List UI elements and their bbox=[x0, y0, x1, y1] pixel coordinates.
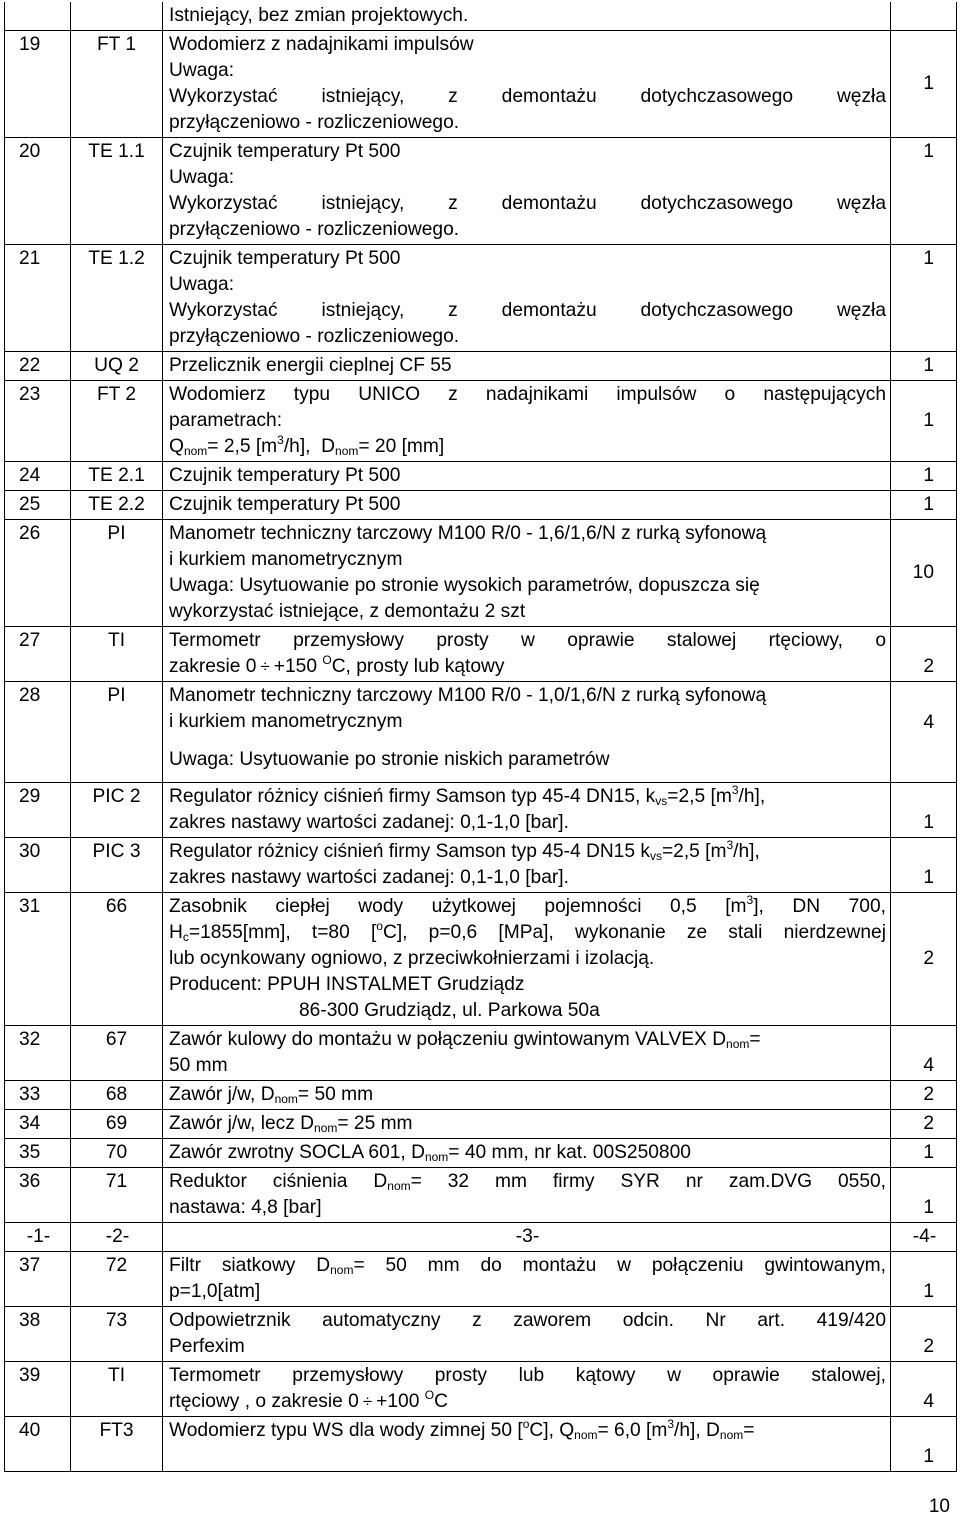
row-symbol: FT 1 bbox=[71, 31, 163, 138]
row-description bbox=[163, 2, 891, 31]
row-description bbox=[163, 1252, 891, 1307]
row-description bbox=[163, 1139, 891, 1168]
description-line: Manometr techniczny tarczowy M100 R/0 - 1,0/1,6/N z rurką syfonową bbox=[169, 685, 767, 706]
row-symbol: 70 bbox=[71, 1139, 163, 1168]
row-description bbox=[163, 520, 891, 627]
row-description bbox=[163, 1307, 891, 1362]
table-row bbox=[5, 1307, 957, 1362]
column-number-2: -2- bbox=[71, 1223, 163, 1252]
row-symbol: PIC 2 bbox=[71, 783, 163, 838]
table-row bbox=[5, 1417, 957, 1472]
row-symbol: TI bbox=[71, 1362, 163, 1417]
row-description bbox=[163, 138, 891, 245]
row-number: 23 bbox=[5, 381, 71, 462]
flow-formula: $Q_{nom}= 2,5$ $[m^3/h]$, $D_{nom}= 20$ [mm] bbox=[169, 433, 445, 458]
row-quantity: 1 bbox=[891, 1168, 957, 1223]
row-number: 38 bbox=[5, 1307, 71, 1362]
row-quantity: 1 bbox=[891, 491, 957, 520]
description-line: Reduktor ciśnienia $D_{nom}= 32$ mm firmy SYR nr zam.DVG 0550, bbox=[169, 1171, 886, 1193]
table-row bbox=[5, 1110, 957, 1139]
description-line: parametrach: bbox=[169, 410, 283, 431]
description-line: i kurkiem manometrycznym bbox=[169, 549, 403, 570]
table-row bbox=[5, 520, 957, 627]
row-symbol: TE 2.1 bbox=[71, 462, 163, 491]
description-line: Uwaga: Usytuowanie po stronie niskich parametrów bbox=[169, 749, 610, 770]
table-row bbox=[5, 462, 957, 491]
row-number: 40 bbox=[5, 1417, 71, 1472]
row-number: 32 bbox=[5, 1026, 71, 1081]
row-number: 31 bbox=[5, 893, 71, 1026]
description-line: zakres nastawy wartości zadanej: 0,1-1,0 [bar]. bbox=[169, 867, 569, 888]
table-row bbox=[5, 893, 957, 1026]
table-row bbox=[5, 1139, 957, 1168]
table-row bbox=[5, 381, 957, 462]
description-line: Filtr siatkowy $D_{nom}= 50$ mm do montażu w połączeniu gwintowanym, bbox=[169, 1255, 886, 1277]
description-line: Zawór j/w, lecz $D_{nom}= 25$ mm bbox=[169, 1113, 413, 1135]
row-number: 33 bbox=[5, 1081, 71, 1110]
description-line: Wykorzystać istniejący, z demontażu dotychczasowego węzła bbox=[169, 86, 886, 107]
description-line: przyłączeniowo - rozliczeniowego. bbox=[169, 112, 460, 133]
description-line: Wykorzystać istniejący, z demontażu dotychczasowego węzła bbox=[169, 300, 886, 321]
row-quantity: 10 bbox=[891, 520, 957, 627]
description-line: Wodomierz typu WS dla wody zimnej 50 [$^o$C], $Q_{nom}= 6,0$ $[m^3/h]$, $D_{nom}=$ bbox=[169, 1417, 755, 1442]
column-number-1: -1- bbox=[5, 1223, 71, 1252]
table-row bbox=[5, 352, 957, 381]
row-symbol: 68 bbox=[71, 1081, 163, 1110]
row-description bbox=[163, 1417, 891, 1472]
description-line: Wodomierz typu UNICO z nadajnikami impulsów o następujących bbox=[169, 384, 886, 405]
row-number: 22 bbox=[5, 352, 71, 381]
row-symbol: FT3 bbox=[71, 1417, 163, 1472]
row-quantity: 1 bbox=[891, 838, 957, 893]
row-quantity: 2 bbox=[891, 1110, 957, 1139]
table-row bbox=[5, 491, 957, 520]
table-row bbox=[5, 245, 957, 352]
row-number: 30 bbox=[5, 838, 71, 893]
row-quantity bbox=[891, 2, 957, 31]
description-line: zakres nastawy wartości zadanej: 0,1-1,0 [bar]. bbox=[169, 812, 569, 833]
row-number: 19 bbox=[5, 31, 71, 138]
row-number bbox=[5, 2, 71, 31]
row-description bbox=[163, 491, 891, 520]
table-row bbox=[5, 627, 957, 682]
description-line: przyłączeniowo - rozliczeniowego. bbox=[169, 219, 460, 240]
row-symbol: PIC 3 bbox=[71, 838, 163, 893]
row-number: 34 bbox=[5, 1110, 71, 1139]
table-row bbox=[5, 31, 957, 138]
table-row bbox=[5, 838, 957, 893]
table-row bbox=[5, 783, 957, 838]
row-quantity: 4 bbox=[891, 682, 957, 783]
row-quantity: 1 bbox=[891, 381, 957, 462]
row-quantity: 2 bbox=[891, 1307, 957, 1362]
row-number: 39 bbox=[5, 1362, 71, 1417]
description-line: Czujnik temperatury Pt 500 bbox=[169, 248, 401, 269]
row-quantity: 1 bbox=[891, 1252, 957, 1307]
row-quantity: 1 bbox=[891, 462, 957, 491]
column-numbering-row bbox=[5, 1223, 957, 1252]
row-description bbox=[163, 682, 891, 783]
description-line: Wykorzystać istniejący, z demontażu dotychczasowego węzła bbox=[169, 193, 886, 214]
row-description bbox=[163, 31, 891, 138]
row-description bbox=[163, 1362, 891, 1417]
equipment-specification-table bbox=[4, 2, 957, 1472]
description-line: Czujnik temperatury Pt 500 bbox=[169, 494, 401, 515]
row-quantity: 1 bbox=[891, 352, 957, 381]
row-symbol bbox=[71, 2, 163, 31]
row-quantity: 1 bbox=[891, 1417, 957, 1472]
description-line: Czujnik temperatury Pt 500 bbox=[169, 141, 401, 162]
row-description bbox=[163, 838, 891, 893]
table-row bbox=[5, 682, 957, 783]
table-row bbox=[5, 1252, 957, 1307]
description-line: Przelicznik energii cieplnej CF 55 bbox=[169, 355, 452, 376]
table-row bbox=[5, 1081, 957, 1110]
table-row bbox=[5, 138, 957, 245]
row-description bbox=[163, 1168, 891, 1223]
row-number: 35 bbox=[5, 1139, 71, 1168]
row-quantity: 2 bbox=[891, 627, 957, 682]
column-number-4: -4- bbox=[891, 1223, 957, 1252]
row-symbol: UQ 2 bbox=[71, 352, 163, 381]
description-line: p=1,0[atm] bbox=[169, 1281, 261, 1302]
row-quantity: 1 bbox=[891, 783, 957, 838]
description-line: Manometr techniczny tarczowy M100 R/0 - 1,6/1,6/N z rurką syfonową bbox=[169, 523, 767, 544]
description-line: Uwaga: bbox=[169, 60, 235, 81]
row-quantity: 1 bbox=[891, 138, 957, 245]
description-line: Istniejący, bez zmian projektowych. bbox=[169, 5, 469, 26]
description-line: Perfexim bbox=[169, 1336, 245, 1357]
row-quantity: 2 bbox=[891, 1081, 957, 1110]
table-row bbox=[5, 1168, 957, 1223]
description-line: Uwaga: Usytuowanie po stronie wysokich parametrów, dopuszcza się bbox=[169, 575, 760, 596]
description-line: Termometr przemysłowy prosty lub kątowy w oprawie stalowej, bbox=[169, 1365, 886, 1386]
row-number: 25 bbox=[5, 491, 71, 520]
description-line: Zawór j/w, $D_{nom}= 50$ mm bbox=[169, 1084, 374, 1106]
row-symbol: TE 1.1 bbox=[71, 138, 163, 245]
divide-icon: ÷ bbox=[362, 1392, 373, 1411]
table-row bbox=[5, 1026, 957, 1081]
row-symbol: 72 bbox=[71, 1252, 163, 1307]
row-number: 20 bbox=[5, 138, 71, 245]
row-symbol: PI bbox=[71, 520, 163, 627]
row-symbol: 69 bbox=[71, 1110, 163, 1139]
temperature-range: rtęciowy , o zakresie 0 ÷ +100 $^O$C bbox=[169, 1389, 886, 1415]
row-symbol: PI bbox=[71, 682, 163, 783]
description-line: Zawór kulowy do montażu w połączeniu gwintowanym VALVEX $D_{nom}=$ bbox=[169, 1029, 761, 1051]
row-description bbox=[163, 245, 891, 352]
row-symbol: FT 2 bbox=[71, 381, 163, 462]
description-line: wykorzystać istniejące, z demontażu 2 szt bbox=[169, 601, 526, 622]
table-row bbox=[5, 1362, 957, 1417]
page-number: 10 bbox=[928, 1496, 950, 1517]
row-description bbox=[163, 893, 891, 1026]
row-description bbox=[163, 1026, 891, 1081]
row-symbol: TE 2.2 bbox=[71, 491, 163, 520]
column-number-3: -3- bbox=[163, 1223, 891, 1252]
row-symbol: 67 bbox=[71, 1026, 163, 1081]
row-quantity: 1 bbox=[891, 245, 957, 352]
row-number: 28 bbox=[5, 682, 71, 783]
row-number: 24 bbox=[5, 462, 71, 491]
description-line: Wodomierz z nadajnikami impulsów bbox=[169, 34, 474, 55]
row-number: 37 bbox=[5, 1252, 71, 1307]
description-line: przyłączeniowo - rozliczeniowego. bbox=[169, 326, 460, 347]
row-number: 21 bbox=[5, 245, 71, 352]
description-line: lub ocynkowany ogniowo, z przeciwkołnierzami i izolacją. bbox=[169, 948, 655, 969]
description-line: Zawór zwrotny SOCLA 601, $D_{nom}= 40$ mm, nr kat. 00S250800 bbox=[169, 1142, 691, 1164]
row-description bbox=[163, 352, 891, 381]
row-description bbox=[163, 1081, 891, 1110]
row-quantity: 1 bbox=[891, 1139, 957, 1168]
row-number: 27 bbox=[5, 627, 71, 682]
description-line: Regulator różnicy ciśnień firmy Samson typ 45-4 DN15 $k_{vs}=2,5$ $[m^3/h]$, bbox=[169, 838, 760, 863]
row-description bbox=[163, 627, 891, 682]
row-symbol: TE 1.2 bbox=[71, 245, 163, 352]
table-row bbox=[5, 2, 957, 31]
row-quantity: 1 bbox=[891, 31, 957, 138]
divide-icon: ÷ bbox=[260, 657, 270, 676]
description-spacer bbox=[169, 1444, 886, 1470]
description-line: Regulator różnicy ciśnień firmy Samson typ 45-4 DN15, $k_{vs}=2,5$ $[m^3/h]$, bbox=[169, 783, 766, 808]
row-quantity: 2 bbox=[891, 893, 957, 1026]
manufacturer-line: Producent: PPUH INSTALMET Grudziądz bbox=[169, 974, 525, 995]
row-number: 26 bbox=[5, 520, 71, 627]
description-line: Zasobnik ciepłej wody użytkowej pojemności 0,5 $[m^3]$, DN 700, bbox=[169, 893, 886, 917]
row-quantity: 4 bbox=[891, 1362, 957, 1417]
description-line: 50 mm bbox=[169, 1055, 228, 1076]
row-symbol: 71 bbox=[71, 1168, 163, 1223]
description-line: i kurkiem manometrycznym bbox=[169, 711, 403, 732]
description-line: Uwaga: bbox=[169, 167, 235, 188]
row-symbol: 73 bbox=[71, 1307, 163, 1362]
description-line: nastawa: 4,8 [bar] bbox=[169, 1197, 322, 1218]
row-number: 36 bbox=[5, 1168, 71, 1223]
description-line: Odpowietrznik automatyczny z zaworem odcin. Nr art. 419/420 bbox=[169, 1310, 886, 1331]
row-description bbox=[163, 381, 891, 462]
row-description bbox=[163, 1110, 891, 1139]
row-description bbox=[163, 783, 891, 838]
temperature-range: zakresie 0 ÷ +150 $^O$C, prosty lub kątowy bbox=[169, 654, 886, 680]
manufacturer-address: 86-300 Grudziądz, ul. Parkowa 50a bbox=[299, 1000, 600, 1021]
row-description bbox=[163, 462, 891, 491]
description-line: $H_c=1855[mm]$, t=80 [$^o$C], p=0,6 [MPa], wykonanie ze stali nierdzewnej bbox=[169, 919, 886, 944]
row-quantity: 4 bbox=[891, 1026, 957, 1081]
description-line: Termometr przemysłowy prosty w oprawie stalowej rtęciowy, o bbox=[169, 630, 886, 651]
description-line: Czujnik temperatury Pt 500 bbox=[169, 465, 401, 486]
row-symbol: 66 bbox=[71, 893, 163, 1026]
row-number: 29 bbox=[5, 783, 71, 838]
description-line: Uwaga: bbox=[169, 274, 235, 295]
row-symbol: TI bbox=[71, 627, 163, 682]
